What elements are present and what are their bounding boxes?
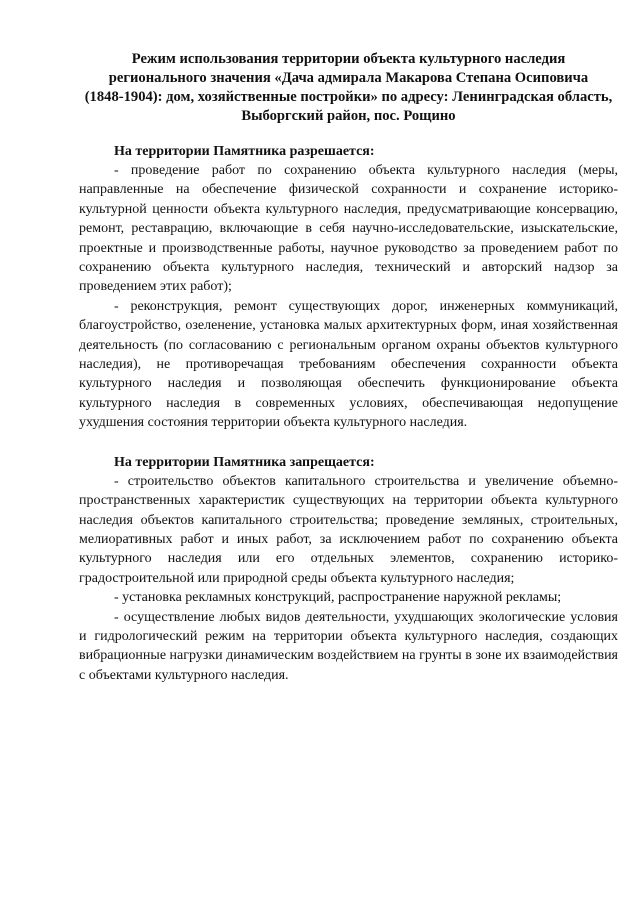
forbidden-item: - установка рекламных конструкций, распространение наружной рекламы; bbox=[114, 590, 562, 606]
document-title bbox=[79, 50, 618, 126]
forbidden-item: - строительство объектов капитального строительства и увеличение объемно-пространственных характеристик существующих на территории объекта культурного наследия объектов капитального строительства; проведение земляных, строительных, мелиоративных работ и иных работ, за исключением работ по сохранению объекта культурного наследия или его отдельных элементов, сохранению историко-градостроительной или природной среды объекта культурного наследия; bbox=[79, 473, 618, 586]
title-line: Режим использования территории объекта культурного наследия bbox=[131, 51, 566, 67]
allowed-item: - реконструкция, ремонт существующих дорог, инженерных коммуникаций, благоустройство, озеленение, установка малых архитектурных форм, иная хозяйственная деятельность (по согласованию с региональным органом охраны объектов культурного наследия), не противоречащая требованиям обеспечения сохранности объекта культурного наследия и позволяющая обеспечить функционирование объекта культурного наследия в современных условиях, обеспечивающая недопущение ухудшения состояния территории объекта культурного наследия. bbox=[79, 298, 618, 431]
forbidden-item: - осуществление любых видов деятельности, ухудшающих экологические условия и гидрологический режим на территории объекта культурного наследия, создающих вибрационные нагрузки динамическим воздействием на грунты в зоне их взаимодействия с объектами культурного наследия. bbox=[79, 609, 618, 683]
allowed-section bbox=[79, 142, 618, 433]
forbidden-heading: На территории Памятника запрещается: bbox=[114, 454, 375, 470]
allowed-item: - проведение работ по сохранению объекта культурного наследия (меры, направленные на обеспечение физической сохранности и сохранение историко-культурной ценности объекта культурного наследия, предусматривающие консервацию, ремонт, реставрацию, включающие в себя научно-исследовательские, изыскательские, проектные и производственные работы, научное руководство за проведением работ по сохранению объекта культурного наследия, технический и авторский надзор за проведением этих работ); bbox=[79, 163, 618, 295]
title-line: (1848-1904): дом, хозяйственные постройки» по адресу: Ленинградская область, bbox=[84, 89, 613, 105]
title-line: регионального значения «Дача адмирала Макарова Степана Осиповича bbox=[108, 70, 589, 86]
forbidden-section bbox=[79, 453, 618, 685]
allowed-heading: На территории Памятника разрешается: bbox=[114, 144, 375, 159]
title-line: Выборгский район, пос. Рощино bbox=[241, 108, 456, 124]
